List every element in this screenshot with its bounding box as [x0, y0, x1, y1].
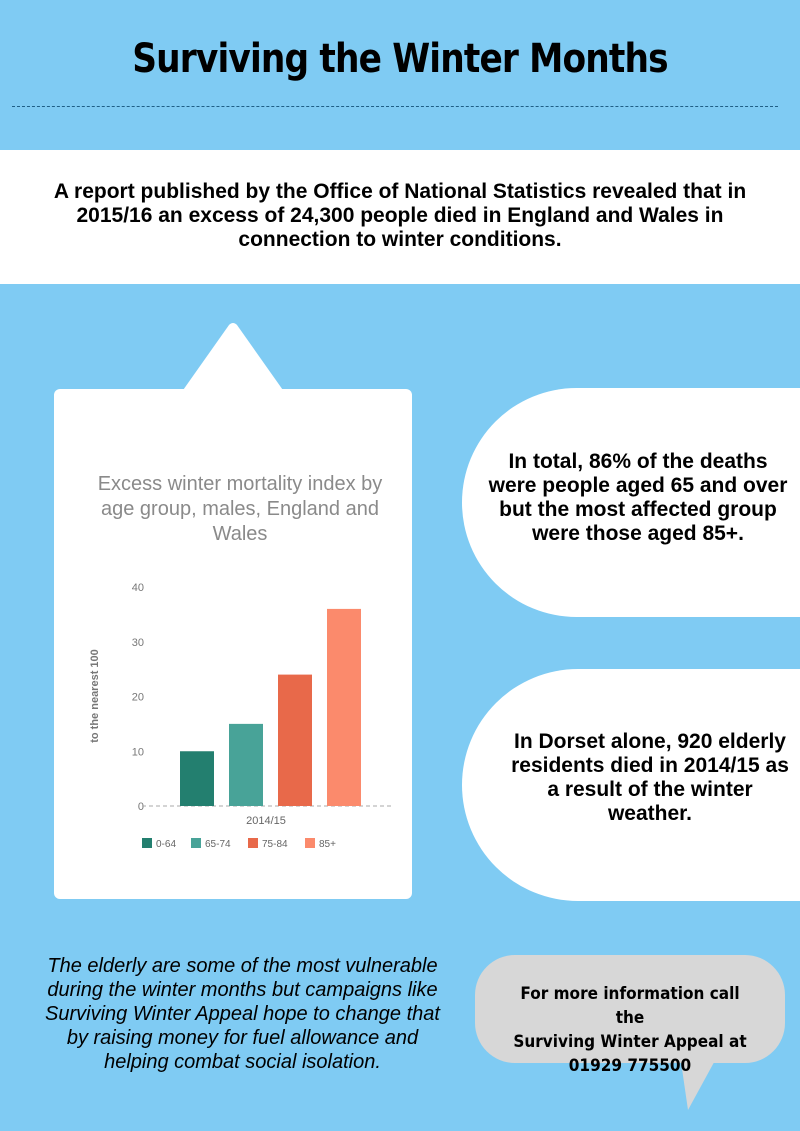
y-tick-label: 10 [131, 746, 144, 759]
y-axis-label: to the nearest 100 [89, 649, 101, 743]
legend-label-75-84: 75-84 [262, 839, 288, 850]
closing-text: The elderly are some of the most vulnerable during the winter months but campaigns like Surviving Winter Appeal hope to change that by raising money for fuel allowance and helping combat social isolation. [45, 955, 440, 1073]
legend-swatch-85+ [305, 838, 315, 848]
legend-label-85+: 85+ [319, 839, 336, 850]
y-tick-label: 30 [131, 636, 144, 649]
fact-total-text: In total, 86% of the deaths were people aged 65 and over but the most affected group were those aged 85+. [488, 450, 788, 545]
bar-75-84 [278, 675, 312, 806]
y-tick-label: 0 [137, 801, 144, 813]
y-tick-label: 40 [131, 582, 144, 594]
fact-dorset-text: In Dorset alone, 920 elderly residents died in 2014/15 as a result of the winter weather. [511, 730, 789, 825]
contact-line-2: Surviving Winter Appeal at [513, 1032, 747, 1052]
bar-0-64 [180, 751, 214, 806]
legend-swatch-0-64 [142, 838, 152, 848]
legend-swatch-75-84 [248, 838, 258, 848]
title-divider [12, 106, 778, 107]
intro-text: A report published by the Office of National Statistics revealed that in 2015/16 an excess of 24,300 people died in England and Wales in connection to winter conditions. [53, 180, 747, 251]
legend-swatch-65-74 [191, 838, 201, 848]
bar-65-74 [229, 724, 263, 806]
bar-chart [54, 560, 412, 870]
legend-label-65-74: 65-74 [205, 839, 231, 850]
chart-title: Excess winter mortality index by age group, males, England and Wales [97, 473, 383, 545]
contact-line-1: For more information call the [520, 984, 740, 1028]
page-title: Surviving the Winter Months [132, 36, 668, 82]
x-tick-label: 2014/15 [246, 815, 286, 827]
bar-85+ [327, 609, 361, 806]
legend-label-0-64: 0-64 [156, 839, 177, 850]
card-pointer [181, 321, 285, 393]
contact-phone: 01929 775500 [568, 1056, 692, 1076]
contact-text [504, 982, 756, 1078]
y-tick-label: 20 [131, 691, 144, 704]
